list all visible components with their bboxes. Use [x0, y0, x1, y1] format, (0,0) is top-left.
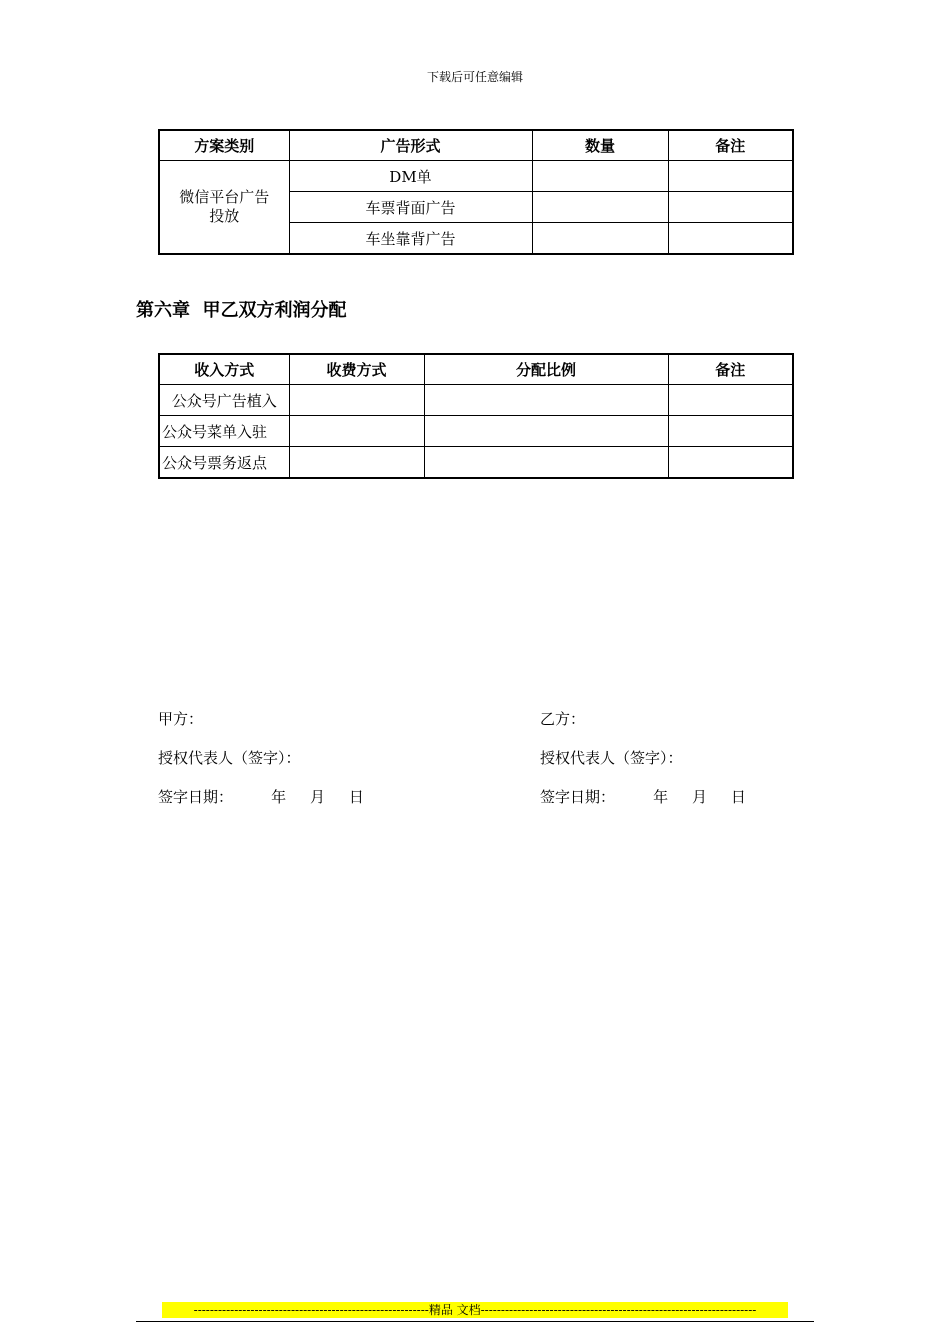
- party-b-representative: 授权代表人（签字）：: [540, 749, 683, 767]
- column-header: 备注: [668, 130, 793, 161]
- column-header: 收费方式: [289, 354, 424, 385]
- column-header: 方案类别: [159, 130, 289, 161]
- ratio-cell: [424, 416, 668, 447]
- party-b-sign-date: 签字日期： 年 月 日: [540, 788, 746, 806]
- ad-form-cell: 车票背面广告: [289, 192, 532, 223]
- fee-method-cell: [289, 385, 424, 416]
- ad-plan-table: [158, 129, 794, 255]
- party-a-sign-date: 签字日期： 年 月 日: [158, 788, 364, 806]
- footer-banner: ----------------------------------------------------------精品 文档--------------------------------------------------------------------: [162, 1302, 788, 1318]
- quantity-cell: [532, 223, 668, 255]
- party-a-representative: 授权代表人（签字）：: [158, 749, 301, 767]
- note-cell: [668, 223, 793, 255]
- party-a-label: 甲方：: [158, 710, 204, 728]
- table-row: [159, 161, 793, 192]
- table-row: [159, 385, 793, 416]
- profit-distribution-table: [158, 353, 794, 479]
- party-b-label: 乙方：: [540, 710, 586, 728]
- column-header: 收入方式: [159, 354, 289, 385]
- table-header-row: [159, 130, 793, 161]
- income-method-cell: 公众号票务返点: [159, 447, 289, 479]
- column-header: 分配比例: [424, 354, 668, 385]
- footer-divider: [136, 1321, 814, 1322]
- note-cell: [668, 161, 793, 192]
- chapter-title: 第六章 甲乙双方利润分配: [136, 300, 347, 321]
- ad-form-cell: DM单: [289, 161, 532, 192]
- note-cell: [668, 385, 793, 416]
- fee-method-cell: [289, 416, 424, 447]
- column-header: 数量: [532, 130, 668, 161]
- note-cell: [668, 416, 793, 447]
- quantity-cell: [532, 161, 668, 192]
- ratio-cell: [424, 385, 668, 416]
- ratio-cell: [424, 447, 668, 479]
- income-method-cell: 公众号广告植入: [159, 385, 289, 416]
- column-header: 广告形式: [289, 130, 532, 161]
- header-note: 下载后可任意编辑: [426, 70, 523, 84]
- column-header: 备注: [668, 354, 793, 385]
- note-cell: [668, 447, 793, 479]
- table-row: [159, 447, 793, 479]
- quantity-cell: [532, 192, 668, 223]
- table-row: [159, 416, 793, 447]
- income-method-cell: 公众号菜单入驻: [159, 416, 289, 447]
- table-header-row: [159, 354, 793, 385]
- note-cell: [668, 192, 793, 223]
- fee-method-cell: [289, 447, 424, 479]
- category-cell: 微信平台广告投放: [159, 161, 289, 255]
- ad-form-cell: 车坐靠背广告: [289, 223, 532, 255]
